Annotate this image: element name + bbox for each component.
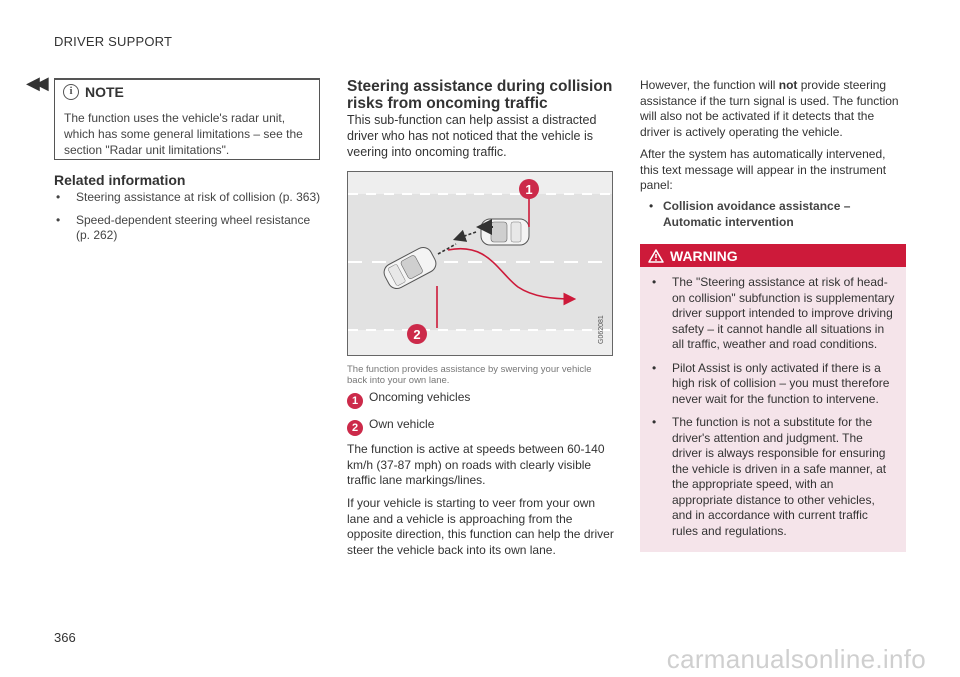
speed-paragraph: The function is active at speeds between 60-140 km/h (37-87 mph) on roads with clearly visible traffic lane markings/lines. xyxy=(347,442,605,487)
para-bold: not xyxy=(778,78,798,92)
warning-item: • The function is not a substitute for the driver's attention and judgment. The driver is always responsible for ensuring the vehicle is driven in a safe manner, at the appropriate speed, with an appropriate distance to other vehicles, and in accordance with current traffic rules and regulations. xyxy=(640,415,906,539)
callout-badge-2 xyxy=(407,324,427,344)
legend-label: Own vehicle xyxy=(369,417,435,431)
related-link[interactable]: • Steering assistance at risk of collision (p. 363) xyxy=(54,190,324,205)
warning-label: WARNING xyxy=(670,247,738,264)
legend-label: Oncoming vehicles xyxy=(369,390,471,404)
figure-code: G062081 xyxy=(598,315,605,344)
info-icon: i xyxy=(63,84,79,100)
para-text: provide steering assistance if the turn signal is used. The function will also not be activated if it detects that the driver is actively operating the vehicle. xyxy=(640,78,899,139)
steering-assist-illustration xyxy=(347,171,613,356)
section-intro: This sub-function can help assist a distracted driver who has not noticed that the vehicle is veering into oncoming traffic. xyxy=(347,113,597,159)
callout-badge-1 xyxy=(519,179,539,199)
legend-item xyxy=(347,390,470,409)
related-title: Related information xyxy=(54,172,186,188)
section-title: Steering assistance during collision risks from oncoming traffic xyxy=(347,78,613,112)
turn-signal-paragraph xyxy=(640,78,906,140)
road-diagram xyxy=(348,172,613,356)
watermark: carmanualsonline.info xyxy=(666,644,926,674)
note-title xyxy=(63,84,124,100)
note-box xyxy=(54,78,320,160)
message-text: Collision avoidance assistance – Automatic intervention xyxy=(663,199,851,229)
warning-box xyxy=(640,244,906,552)
warning-triangle-icon xyxy=(648,249,664,263)
note-label: NOTE xyxy=(85,84,124,100)
para-text: However, the function will xyxy=(640,78,779,92)
warning-item: • The "Steering assistance at risk of head-on collision" subfunction is supplementary driver support intended to improve driving safety – it cannot handle all situations in all traffic, weather and road conditions. xyxy=(640,275,906,353)
related-link[interactable]: • Speed-dependent steering wheel resistance (p. 262) xyxy=(54,213,324,243)
figure-caption: The function provides assistance by swerving your vehicle back into your own lane. xyxy=(347,364,592,386)
legend-item xyxy=(347,417,434,436)
oncoming-vehicle xyxy=(481,219,529,245)
page-number: 366 xyxy=(54,630,76,645)
note-text: The function uses the vehicle's radar unit, which has some general limitations – see the section "Radar unit limitations". xyxy=(64,111,303,157)
warning-item: • Pilot Assist is only activated if there is a high risk of collision – you must therefore never wait for the function to intervene. xyxy=(640,361,906,408)
legend-badge: 1 xyxy=(347,393,363,409)
warning-header xyxy=(640,244,906,267)
svg-text:1: 1 xyxy=(525,182,533,197)
section-header: DRIVER SUPPORT xyxy=(54,34,173,49)
veer-paragraph: If your vehicle is starting to veer from your own lane and a vehicle is approaching from the opposite direction, this function can help the driver steer the vehicle back into its own lane. xyxy=(347,496,614,557)
warning-list xyxy=(640,275,906,547)
back-arrows-icon[interactable]: ◀◀ xyxy=(26,73,44,93)
svg-text:2: 2 xyxy=(413,327,421,342)
related-list xyxy=(54,190,324,251)
message-intro-paragraph: After the system has automatically intervened, this text message will appear in the instrument panel: xyxy=(640,147,887,192)
legend-badge: 2 xyxy=(347,420,363,436)
